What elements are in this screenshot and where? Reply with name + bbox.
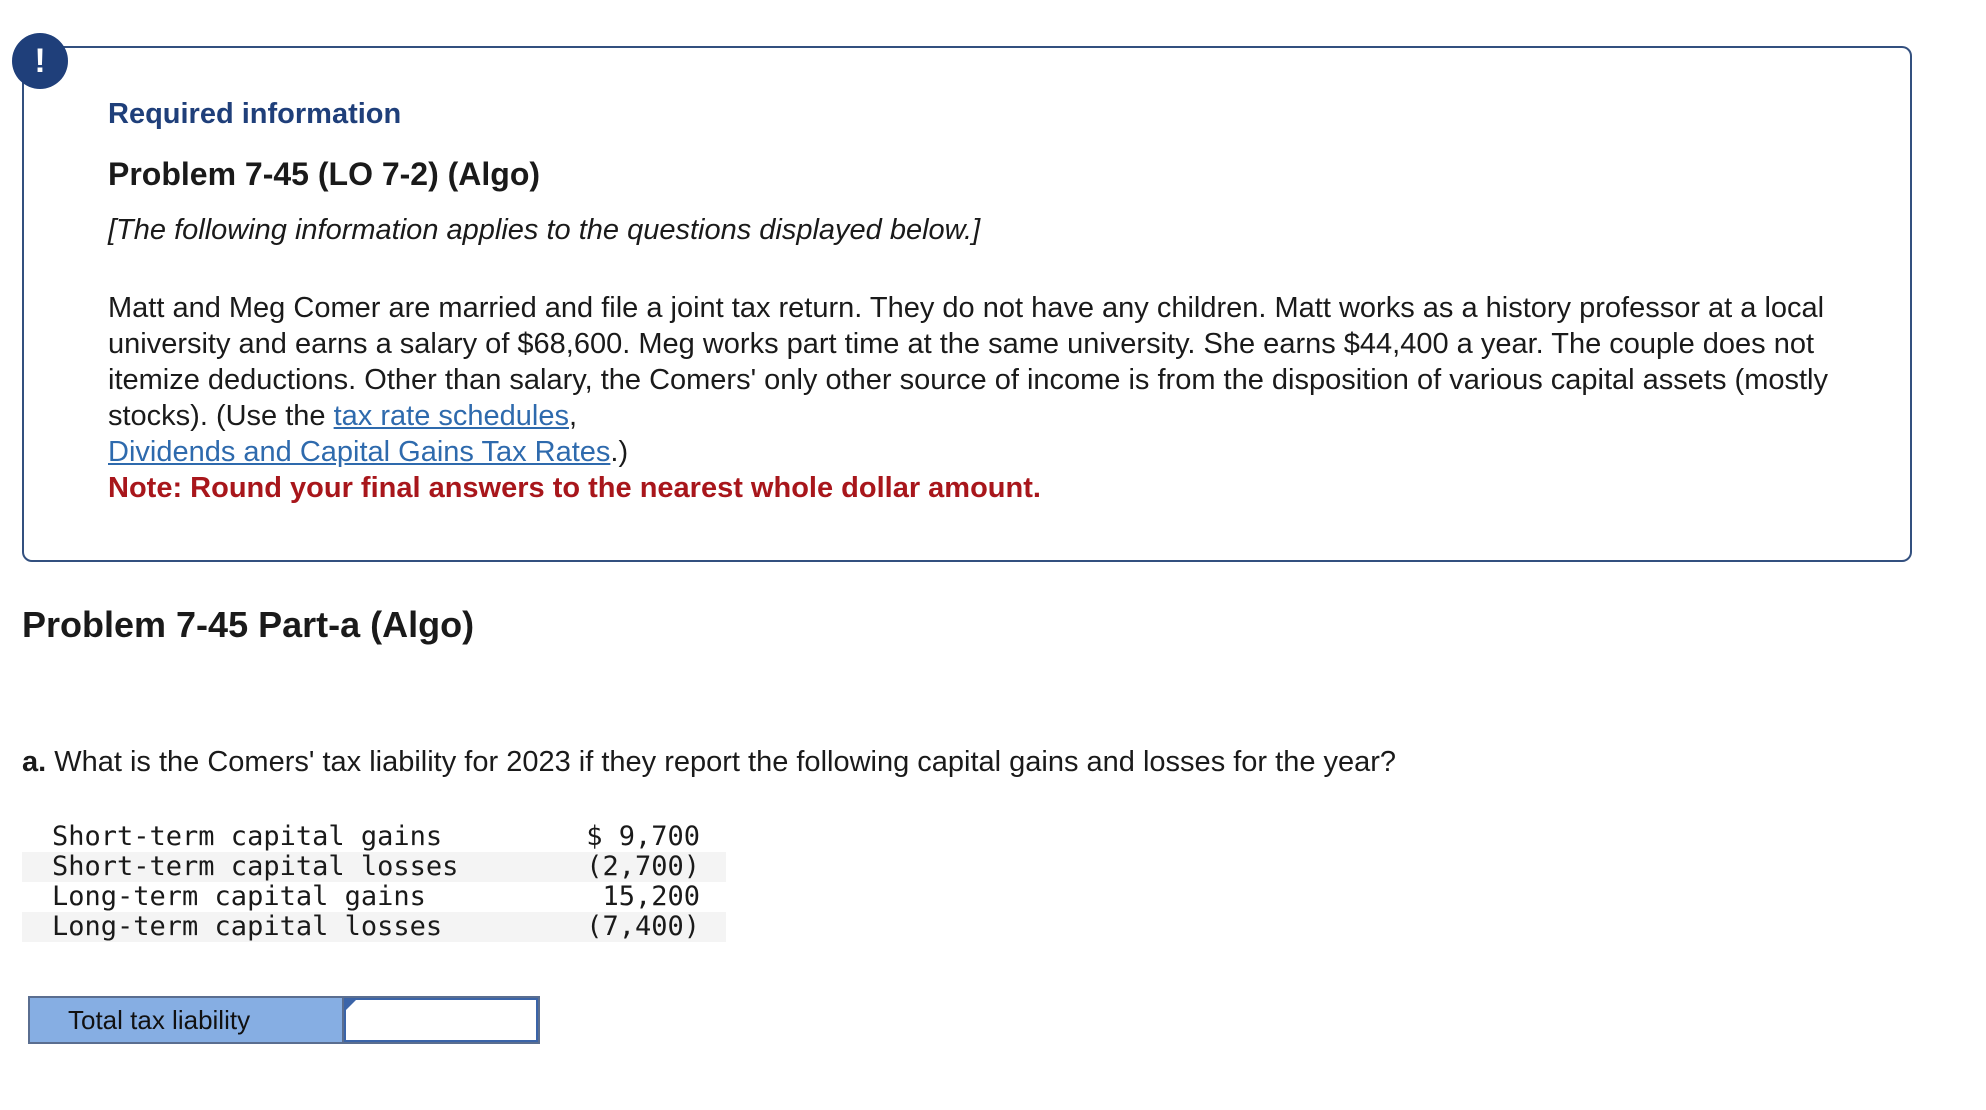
problem-description (108, 290, 1898, 506)
description-comma: , (568, 400, 578, 432)
table-row (22, 822, 726, 852)
answer-row (28, 996, 540, 1044)
total-tax-liability-label: Total tax liability (30, 998, 344, 1042)
row-amount: $ 9,700 (586, 821, 700, 852)
input-flag-icon (344, 998, 358, 1012)
row-amount: (7,400) (586, 912, 726, 942)
part-title: Problem 7-45 Part-a (Algo) (22, 604, 475, 645)
table-row (22, 882, 726, 912)
description-close: .) (610, 436, 629, 468)
total-tax-liability-input[interactable] (344, 998, 538, 1042)
description-text: Matt and Meg Comer are married and file a joint tax return. They do not have any children. Matt works as a history professor at a local university and earns a salary of $68,600. Meg works part time at the same university. She earns $44,400 a year. The couple does not itemize deductions. Other than salary, the Comers' only other source of income is from the disposition of various capital assets (mostly stocks). (Use the (108, 292, 1828, 432)
problem-title: Problem 7-45 (LO 7-2) (Algo) (108, 156, 541, 192)
required-information-heading: Required information (108, 98, 402, 130)
question-prefix: a. (22, 746, 47, 778)
dividends-capital-gains-link[interactable]: Dividends and Capital Gains Tax Rates (108, 436, 611, 468)
row-amount: (2,700) (586, 852, 726, 882)
row-amount: 15,200 (602, 881, 700, 912)
table-row (22, 912, 726, 942)
question-text (22, 746, 1396, 779)
row-label: Short-term capital gains (52, 821, 443, 852)
row-label: Long-term capital losses (22, 912, 586, 942)
answer-cell (344, 998, 538, 1042)
question-body: What is the Comers' tax liability for 2023 if they report the following capital gains and losses for the year? (46, 746, 1397, 778)
table-row (22, 852, 726, 882)
row-label: Short-term capital losses (22, 852, 586, 882)
tax-rate-schedules-link[interactable]: tax rate schedules (333, 400, 569, 432)
alert-icon: ! (12, 33, 68, 89)
row-label: Long-term capital gains (52, 881, 426, 912)
applies-note: [The following information applies to the questions displayed below.] (108, 214, 981, 246)
capital-gains-table (22, 822, 726, 942)
rounding-note: Note: Round your final answers to the nearest whole dollar amount. (108, 472, 1041, 504)
